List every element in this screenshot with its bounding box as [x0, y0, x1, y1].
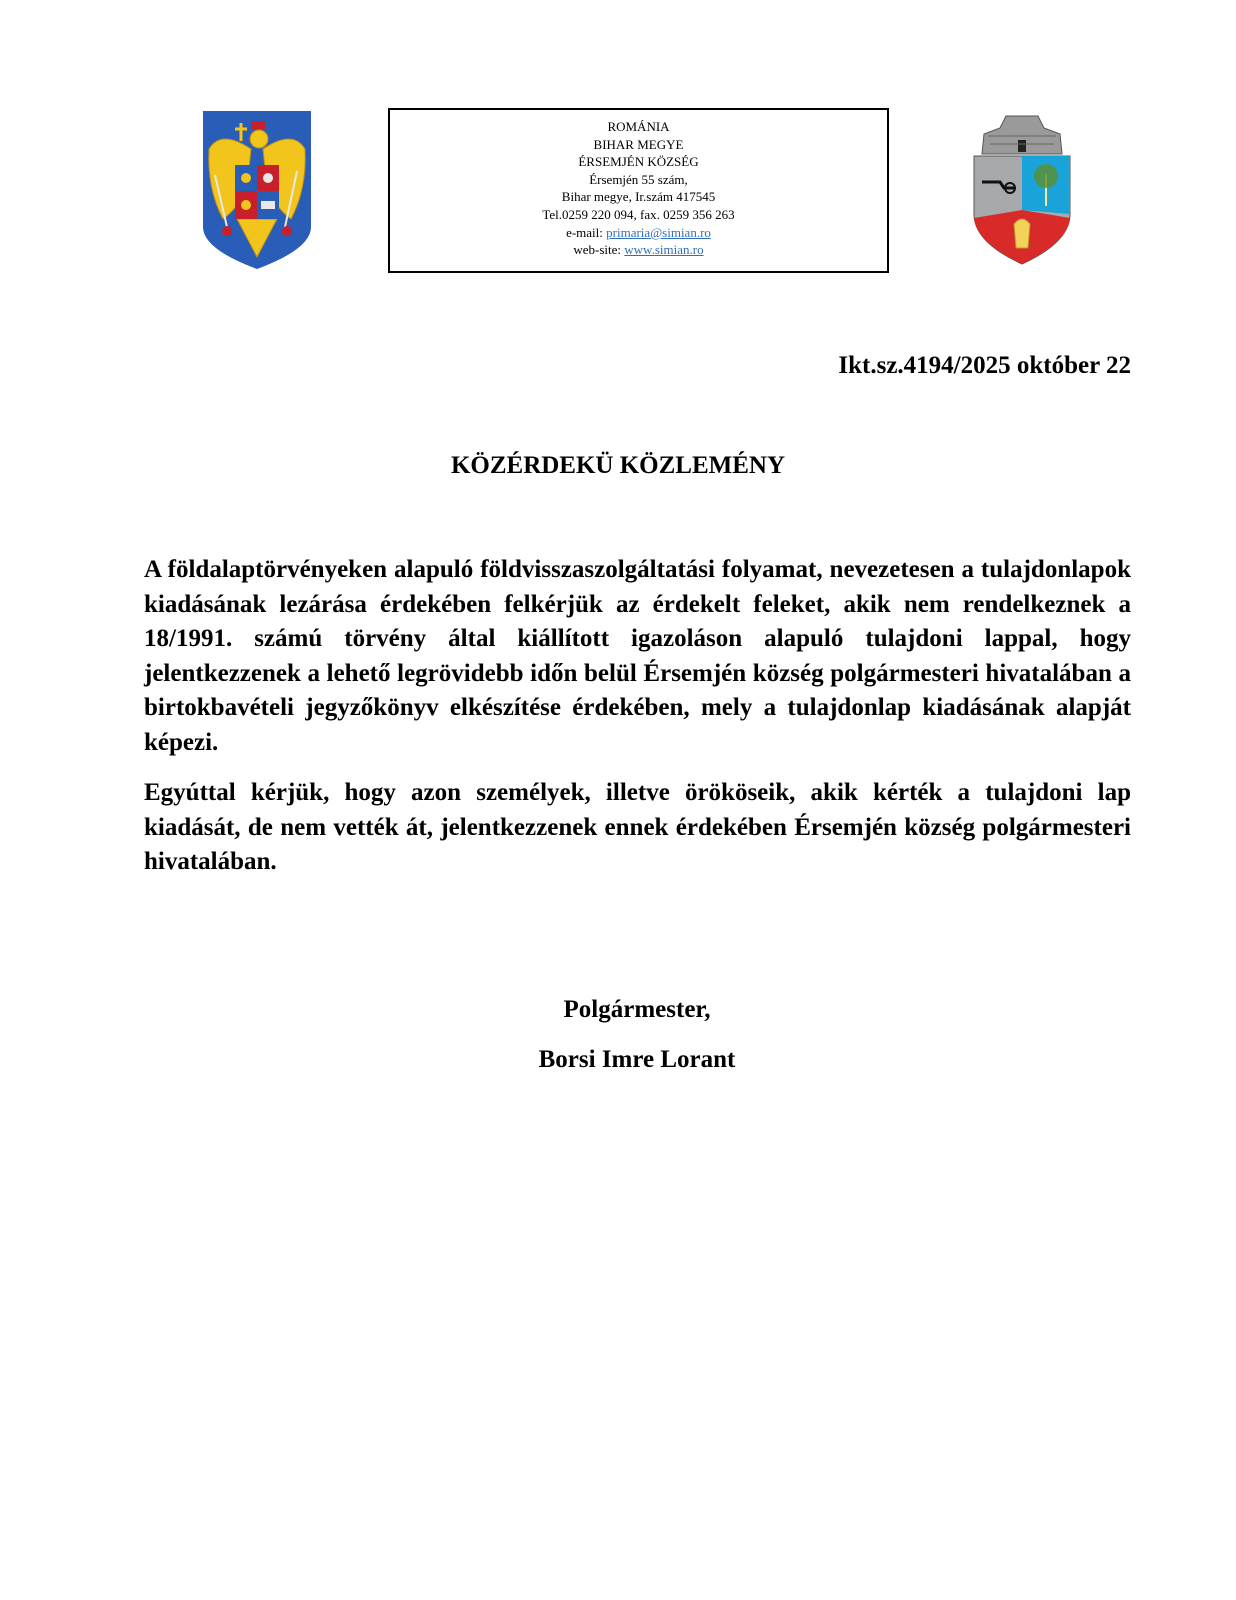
letterhead-postal: Bihar megye, Ir.szám 417545	[561, 189, 716, 205]
email-label: e-mail:	[566, 224, 607, 240]
website-label: web-site:	[573, 242, 625, 258]
letterhead-box	[388, 108, 889, 273]
body-paragraph-1: A földalaptörvényeken alapuló földvisszaszolgáltatási folyamat, nevezetesen a tulajdonlapok kiadásának lezárása érdekében felkérjük az érdekelt feleket, akik nem rendelkeznek a 18/1991. számú törvény által kiállított igazoláson alapuló tulajdoni lappal, hogy jelentkezzenek a lehető legrövidebb időn belül Érsemjén község polgármesteri hivatalában a birtokbavételi jegyzőkönyv elkészítése érdekében, mely a tulajdonlap kiadásának alapját képezi.	[144, 556, 1131, 756]
letterhead-country: ROMÁNIA	[607, 119, 670, 134]
letterhead-website-line	[390, 241, 887, 259]
letterhead-phone-fax: Tel.0259 220 094, fax. 0259 356 263	[542, 206, 735, 222]
email-link[interactable]: primaria@simian.ro	[606, 224, 711, 240]
letterhead-email-line	[390, 224, 887, 242]
signature-role: Polgármester,	[563, 996, 711, 1023]
body-paragraph-2: Egyúttal kérjük, hogy azon személyek, illetve örököseik, akik kérték a tulajdoni lap kiadását, de nem vették át, jelentkezzenek ennek érdekében Érsemjén község polgármesteri hivatalában.	[144, 779, 1131, 875]
document-title: KÖZÉRDEKÜ KÖZLEMÉNY	[450, 452, 786, 479]
signature-name: Borsi Imre Lorant	[538, 1046, 736, 1073]
registration-number: Ikt.sz.4194/2025 október 22	[838, 352, 1131, 379]
ersemjen-coat-of-arms-icon	[970, 114, 1075, 266]
website-link[interactable]: www.simian.ro	[624, 242, 704, 258]
letterhead-address: Érsemjén 55 szám,	[589, 171, 688, 187]
romania-coat-of-arms-icon	[201, 109, 313, 271]
letterhead-commune: ÉRSEMJÉN KÖZSÉG	[578, 154, 699, 170]
letterhead-county: BIHAR MEGYE	[593, 136, 684, 152]
